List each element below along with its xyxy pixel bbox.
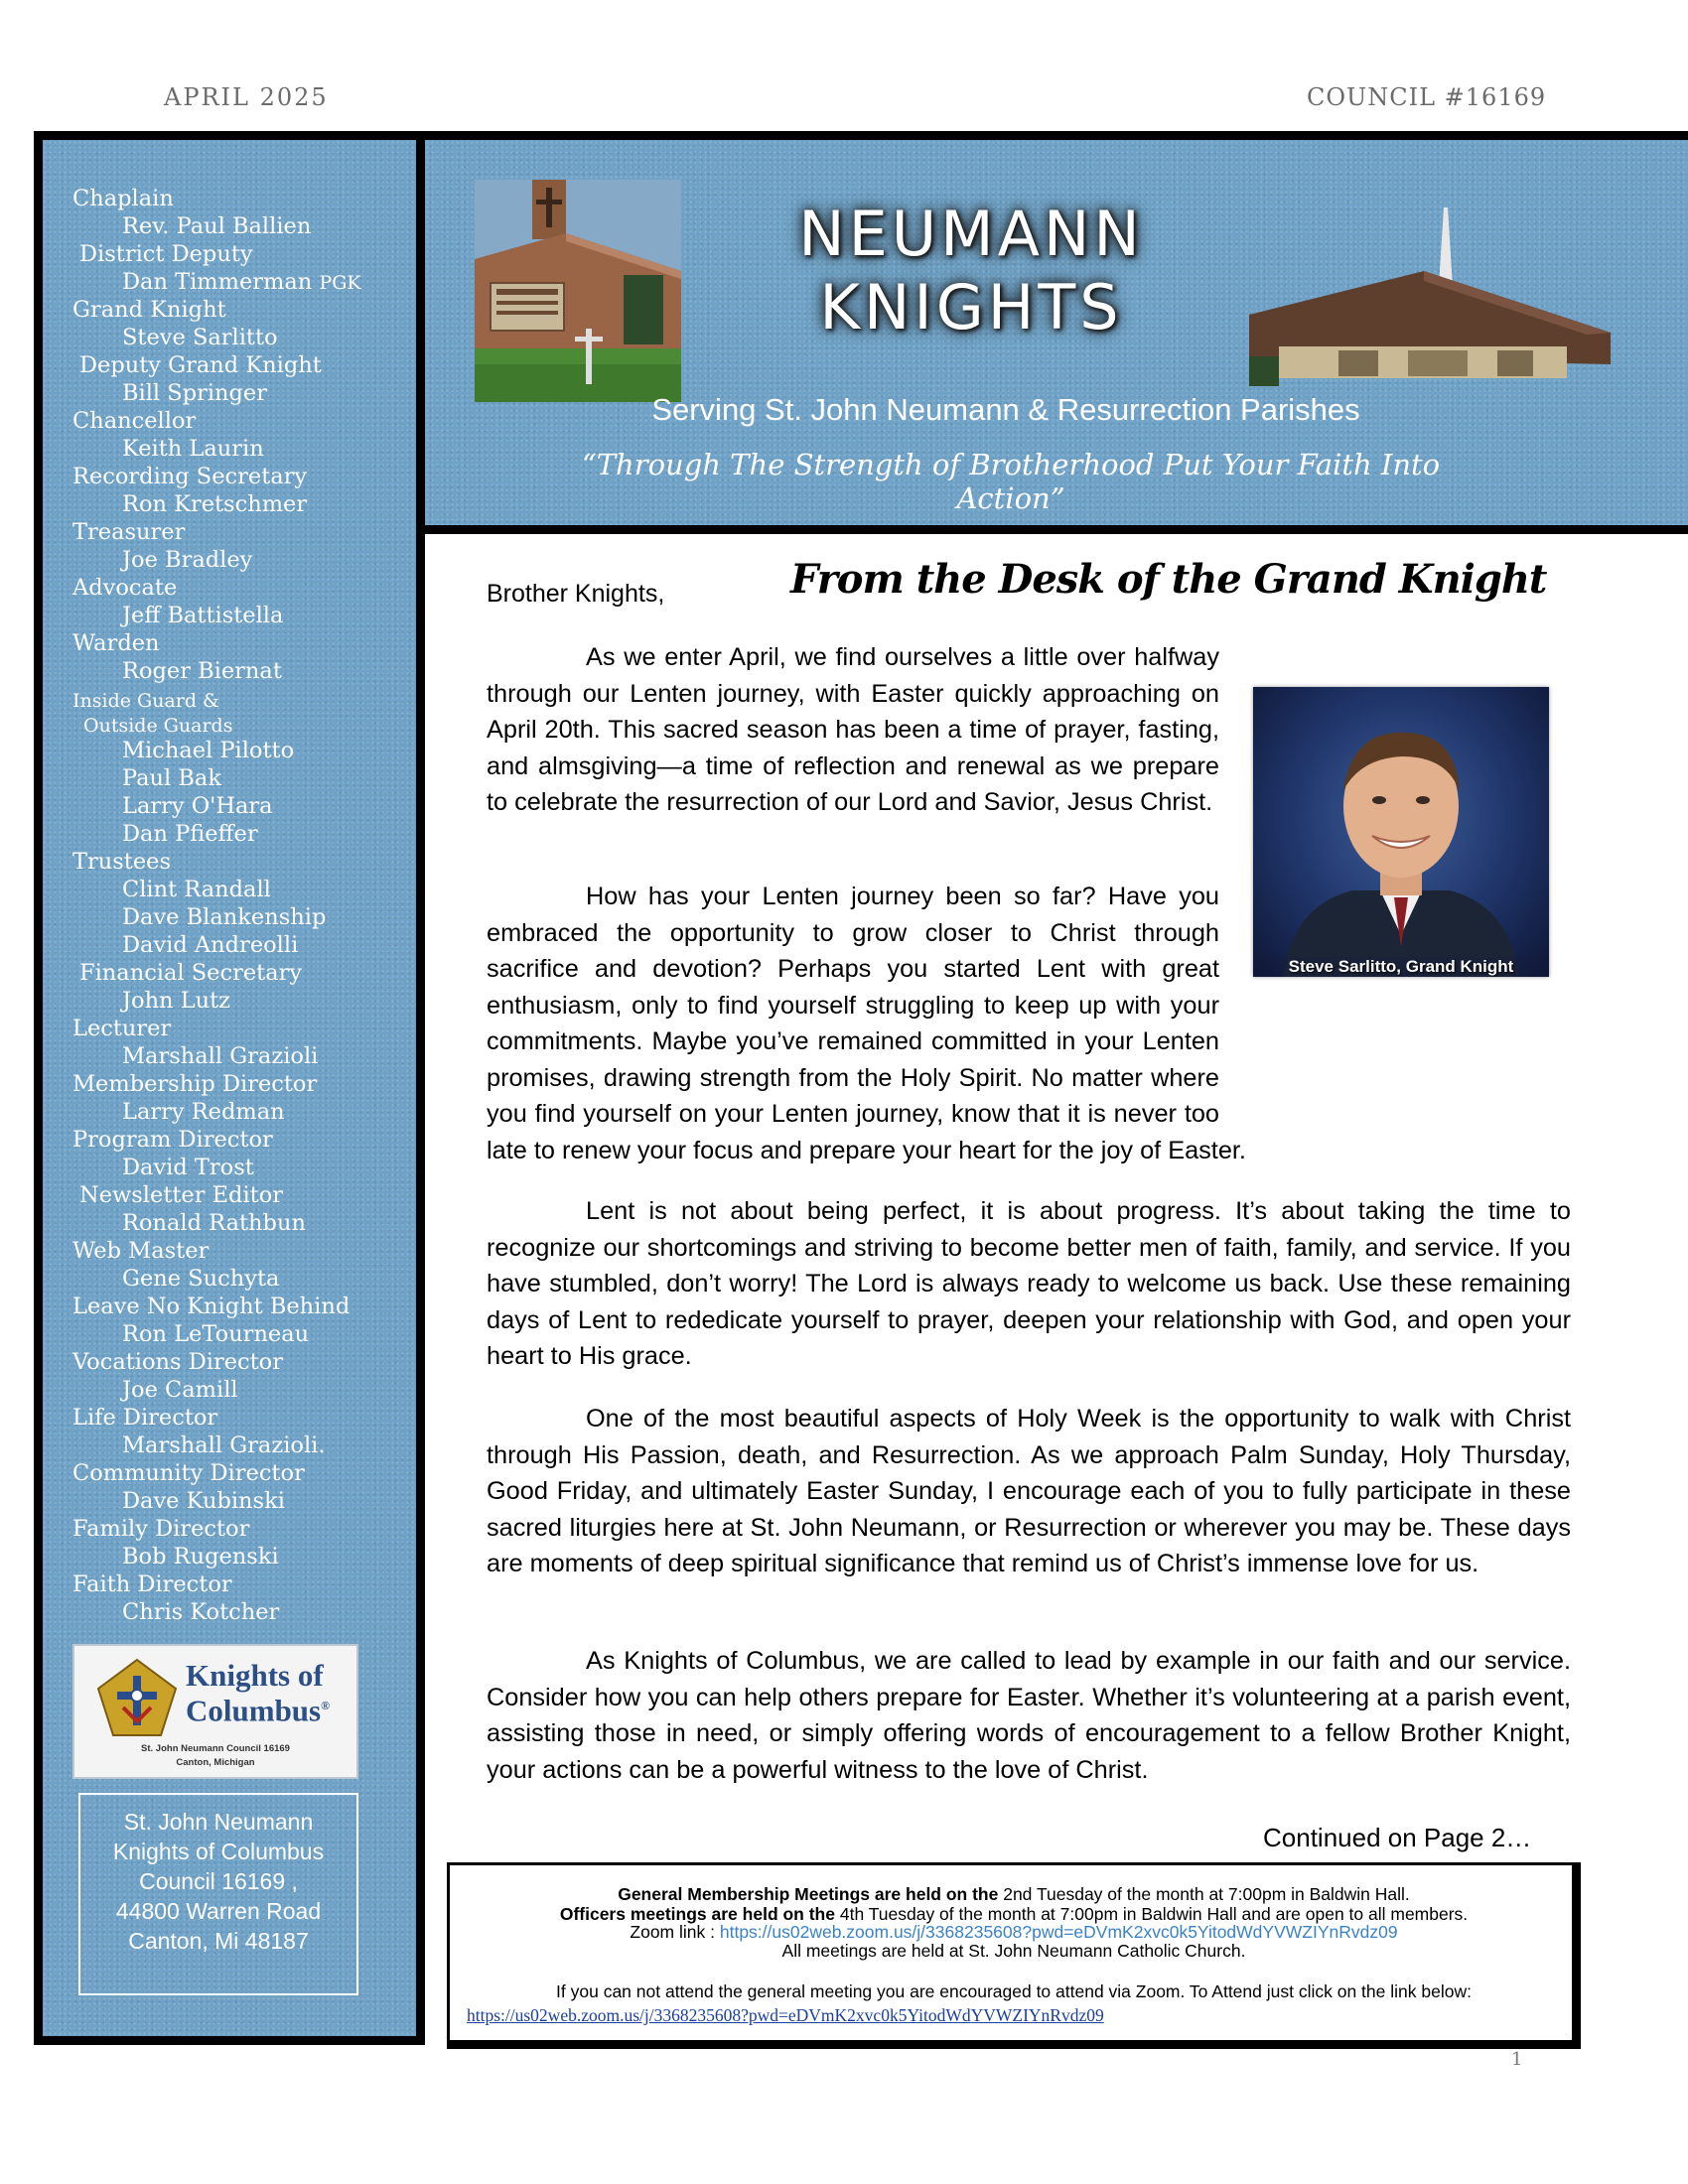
officer-name: Michael Pilotto [122,738,295,763]
general-meeting-line: General Membership Meetings are held on the 2nd Tuesday of the month at 7:00pm in Baldwin Hall. [618,1884,1410,1904]
officer-role: Inside Guard & [72,690,219,712]
address-line: Canton, Mi 48187 [128,1928,309,1954]
portrait-illustration [1253,687,1549,977]
article-paragraph: One of the most beautiful aspects of Holy Week is the opportunity to walk with Christ through His Passion, death, and Resurrection. As we approach Palm Sunday, Holy Thursday, Good Friday, and ultimately Easter Sunday, I encourage each of you to fully participate in these sacred liturgies here at St. John Neumann, or Resurrection or wherever you may be. These days are moments of deep spiritual significance that remind us of Christ’s immense love for us. [487,1405,1571,1577]
council-number: COUNCIL #16169 [1307,83,1547,111]
meeting-info-box [447,1862,1581,2049]
officer-name: Joe Camill [122,1377,238,1403]
officer-name: Clint Randall [122,877,271,902]
officer-name: Chris Kotcher [122,1599,280,1625]
officer-name: Gene Suchyta [122,1266,280,1292]
officer-role: Chancellor [72,408,197,434]
officer-role: Family Director [72,1516,250,1542]
st-john-neumann-church-image [475,180,681,402]
zoom-link-underlined[interactable]: https://us02web.zoom.us/j/3368235608?pwd=eDVmK2xvc0k5YitodWdYVWZIYnRvdz09 [467,2005,1104,2025]
page-number: 1 [1511,2049,1523,2070]
zoom-attend-note: If you can not attend the general meeting you are encouraged to attend via Zoom. To Attend just click on the link below: [556,1981,1472,2001]
officer-name: Larry O'Hara [122,793,273,819]
officer-role: Life Director [72,1405,218,1431]
resurrection-church-image [1249,207,1611,386]
article-heading: From the Desk of the Grand Knight [790,556,1547,603]
officer-role: Grand Knight [72,297,226,323]
officer-name: Paul Bak [122,765,221,791]
officer-name: Larry Redman [122,1099,285,1125]
address-line: 44800 Warren Road [115,1898,322,1924]
zoom-link-line: Zoom link : https://us02web.zoom.us/j/3368235608?pwd=eDVmK2xvc0k5YitodWdYVWZIYnRvdz09 [630,1922,1398,1942]
officer-role: Treasurer [72,519,186,545]
officers-sidebar [34,131,425,2045]
masthead [425,131,1688,534]
officer-role: Deputy Grand Knight [79,352,322,378]
officer-name: Ron LeTourneau [122,1321,310,1347]
photo-caption: Steve Sarlitto, Grand Knight [1253,957,1549,977]
article-paragraph: How has your Lenten journey been so far? Have you embraced the opportunity to grow closer to Christ through sacrifice and devotion? Perhaps you started Lent with great enthusiasm, only to find yourself struggling to keep up with your commitments. Maybe you’ve remained committed in your Lenten promises, drawing strength from the Holy Spirit. No matter where you find yourself on your Lenten journey, know that it is never too late to renew your focus and prepare your heart for the joy of Easter. [487,879,1571,1168]
officer-name: Dave Kubinski [122,1488,285,1514]
officer-name: Bob Rugenski [122,1544,279,1570]
officer-role: Outside Guards [83,715,233,737]
grand-knight-photo [1253,687,1549,977]
officer-role: Financial Secretary [79,960,303,986]
address-line: Council 16169 , [139,1868,298,1894]
officer-role: Warden [72,630,160,656]
logo-council-line: St. John Neumann Council 16169 [141,1743,290,1754]
article-paragraph: As we enter April, we find ourselves a little over halfway through our Lenten journey, with Easter quickly approaching on April 20th. This sacred season has been a time of prayer, fasting, and almsgiving—a time of reflection and renewal as we prepare to celebrate the resurrection of our Lord and Savior, Jesus Christ. [487,643,1219,816]
officer-role: Chaplain [72,186,174,211]
zoom-link[interactable]: https://us02web.zoom.us/j/3368235608?pwd=eDVmK2xvc0k5YitodWdYVWZIYnRvdz09 [719,1922,1398,1942]
address-line: Knights of Columbus [112,1839,325,1864]
officer-name: Marshall Grazioli [122,1043,319,1069]
officer-name: Joe Bradley [122,547,253,573]
officer-role: Lecturer [72,1016,172,1041]
continued-note: Continued on Page 2… [1263,1823,1532,1852]
officer-name: Roger Biernat [122,658,282,684]
kofc-wordmark: Knights of Columbus® [186,1658,331,1728]
officer-name: Dan Timmerman PGK [122,269,361,295]
address-line: St. John Neumann [123,1809,314,1835]
officers-meeting-line: Officers meetings are held on the 4th Tuesday of the month at 7:00pm in Baldwin Hall and are open to all members. [559,1904,1469,1924]
officer-role: Leave No Knight Behind [72,1294,351,1319]
officer-name: Jeff Battistella [122,603,284,628]
officer-role: Membership Director [72,1071,318,1097]
officer-role: Newsletter Editor [79,1182,283,1208]
newsletter-title: NEUMANN KNIGHTS [798,198,1144,343]
officer-name: Steve Sarlitto [122,325,278,350]
issue-month: APRIL 2025 [164,83,329,111]
masthead-motto: “Through The Strength of Brotherhood Put Your Faith Into Action” [581,448,1441,515]
greeting: Brother Knights, [487,580,665,608]
officer-name: Dan Pfieffer [122,821,258,847]
officer-role: Advocate [72,575,178,601]
officer-role: Faith Director [72,1571,232,1597]
officer-name: Dave Blankenship [122,904,327,930]
council-address [78,1793,358,1995]
officer-name: David Trost [122,1155,254,1180]
officer-name: David Andreolli [122,932,299,958]
officer-role: Community Director [72,1460,305,1486]
officer-name: Keith Laurin [122,436,264,462]
masthead-subtitle: Serving St. John Neumann & Resurrection Parishes [651,392,1360,427]
knights-of-columbus-logo [72,1644,358,1779]
officer-name: Bill Springer [122,380,268,406]
officer-name: Ronald Rathbun [122,1210,306,1236]
logo-location-line: Canton, Michigan [176,1757,255,1768]
officer-role: Program Director [72,1127,273,1153]
kofc-emblem-icon [92,1656,182,1745]
officer-role: District Deputy [79,241,253,267]
officer-role: Trustees [72,849,172,875]
location-note: All meetings are held at St. John Neumann Catholic Church. [781,1941,1246,1961]
article-paragraph: Lent is not about being perfect, it is about progress. It’s about taking the time to recognize our shortcomings and striving to become better men of faith, family, and service. If you have stumbled, don’t worry! The Lord is always ready to welcome us back. Use these remaining days of Lent to rededicate yourself to prayer, deepen your relationship with God, and open your heart to His grace. [487,1197,1571,1370]
officer-role: Recording Secretary [72,464,308,489]
officer-name: Marshall Grazioli. [122,1433,326,1458]
officer-role: Web Master [72,1238,210,1264]
article-paragraph: As Knights of Columbus, we are called to lead by example in our faith and our service. Consider how you can help others prepare for Easter. Whether it’s volunteering at a parish event, assisting those in need, or simply offering words of encouragement to a fellow Brother Knight, your actions can be a powerful witness to the love of Christ. [487,1647,1571,1784]
officer-name: Ron Kretschmer [122,491,308,517]
officer-role: Vocations Director [72,1349,283,1375]
officer-name: Rev. Paul Ballien [122,213,312,239]
officer-name: John Lutz [122,988,231,1014]
